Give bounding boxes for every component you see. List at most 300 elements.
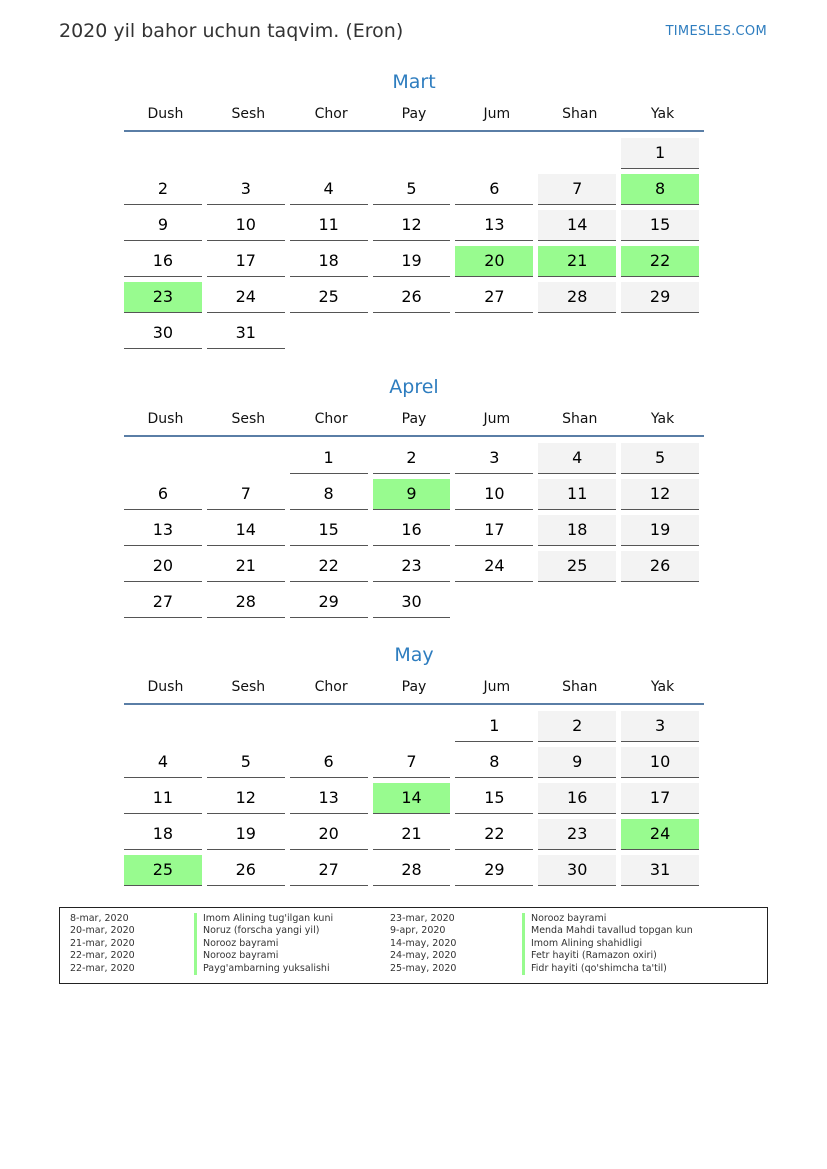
legend-date: 14-may, 2020 [390,937,457,949]
day-number: 31 [621,855,699,886]
weekday-label: Shan [562,679,598,695]
day-number: 16 [538,783,616,814]
day-number: 10 [621,747,699,778]
day-cell [538,208,621,244]
legend-left-dates [70,913,135,975]
day-cell [290,745,373,781]
day-number: 7 [538,174,616,205]
week-row [124,745,704,781]
day-cell [455,781,538,817]
week-row [124,709,704,745]
month-grid [124,136,704,352]
month-grid [124,709,704,889]
day-cell [124,817,207,853]
day-cell [290,172,373,208]
day-number: 29 [455,855,533,886]
day-cell [124,781,207,817]
day-cell [207,280,290,316]
day-cell [455,549,538,585]
day-cell [373,513,456,549]
day-number [207,138,285,168]
weekday-label: Yak [650,106,675,122]
day-cell [124,316,207,352]
legend-name: Imom Alining tug'ilgan kuni [194,913,333,925]
day-number: 23 [124,282,202,313]
weekday-label: Dush [147,411,184,427]
week-row [124,477,704,513]
day-number: 11 [538,479,616,510]
day-number: 14 [538,210,616,241]
legend-date: 23-mar, 2020 [390,913,455,924]
day-number: 5 [621,443,699,474]
day-cell [124,208,207,244]
day-number: 21 [538,246,616,277]
weekday-label: Dush [147,679,184,695]
day-number: 13 [290,783,368,814]
day-number: 12 [621,479,699,510]
day-number: 1 [621,138,699,169]
day-number [124,443,202,473]
day-number: 28 [538,282,616,313]
day-cell [124,853,207,889]
day-number: 1 [455,711,533,742]
weekday-label: Yak [650,679,675,695]
day-cell [290,781,373,817]
day-number: 9 [538,747,616,778]
day-cell [373,709,456,745]
day-number [290,318,368,348]
month-mart [124,70,704,352]
legend-date: 9-apr, 2020 [390,925,446,937]
day-number: 15 [290,515,368,546]
day-cell [455,208,538,244]
day-number: 11 [124,783,202,814]
day-number [621,587,699,617]
week-row [124,549,704,585]
day-cell [538,136,621,172]
day-cell [621,244,704,280]
legend-name: Noruz (forscha yangi yil) [194,925,333,937]
day-number: 19 [207,819,285,850]
day-number [373,711,451,741]
day-number: 18 [124,819,202,850]
day-number: 10 [455,479,533,510]
week-row [124,585,704,621]
weekday-label: Pay [401,411,427,427]
week-row [124,441,704,477]
day-number: 22 [290,551,368,582]
week-row [124,513,704,549]
legend-date: 25-may, 2020 [390,962,457,974]
day-cell [290,585,373,621]
day-cell [621,817,704,853]
weekday-label: Jum [483,679,511,695]
day-cell [290,136,373,172]
weekday-label: Jum [483,106,511,122]
day-cell [455,280,538,316]
day-cell [290,853,373,889]
day-cell [124,585,207,621]
day-cell [207,853,290,889]
weekday-label: Dush [147,106,184,122]
legend-right-dates [390,913,456,975]
day-cell [373,853,456,889]
month-title: May [394,644,434,666]
day-number: 14 [373,783,451,814]
day-cell [538,709,621,745]
day-cell [455,477,538,513]
weekday-label: Shan [562,106,598,122]
day-number [373,318,451,348]
day-cell [538,244,621,280]
day-number: 6 [124,479,202,510]
day-cell [538,477,621,513]
day-number: 27 [290,855,368,886]
day-cell [373,585,456,621]
page-title: 2020 yil bahor uchun taqvim. (Eron) [59,20,404,42]
day-cell [621,441,704,477]
day-number: 13 [124,515,202,546]
day-number: 27 [124,587,202,618]
day-number: 26 [373,282,451,313]
day-cell [621,745,704,781]
day-number: 9 [373,479,451,510]
month-title: Aprel [389,376,439,398]
day-number: 18 [290,246,368,277]
day-number: 28 [373,855,451,886]
day-number: 29 [621,282,699,313]
day-number: 19 [621,515,699,546]
day-cell [124,745,207,781]
day-number: 3 [455,443,533,474]
day-number: 11 [290,210,368,241]
day-number: 26 [207,855,285,886]
legend-date: 20-mar, 2020 [70,925,135,937]
day-cell [207,316,290,352]
day-cell [124,477,207,513]
day-cell [621,136,704,172]
day-number [124,711,202,741]
day-number: 31 [207,318,285,349]
day-number: 30 [373,587,451,618]
day-number: 13 [455,210,533,241]
day-cell [290,709,373,745]
day-number: 24 [455,551,533,582]
day-number: 24 [207,282,285,313]
day-cell [538,441,621,477]
day-cell [124,136,207,172]
legend-date: 21-mar, 2020 [70,937,135,949]
day-number: 10 [207,210,285,241]
day-cell [207,477,290,513]
day-cell [621,853,704,889]
day-number [290,711,368,741]
day-cell [621,585,704,621]
day-cell [538,513,621,549]
day-cell [455,316,538,352]
month-may [124,643,704,889]
day-cell [621,477,704,513]
day-cell [538,781,621,817]
weekday-label: Chor [314,106,348,122]
day-cell [207,136,290,172]
legend-name: Imom Alining shahidligi [522,938,693,950]
day-cell [373,244,456,280]
legend-name: Norooz bayrami [194,950,333,962]
day-cell [207,781,290,817]
day-number [207,443,285,473]
weekday-label: Sesh [231,679,266,695]
day-cell [455,136,538,172]
day-number: 28 [207,587,285,618]
day-number: 18 [538,515,616,546]
day-number: 2 [124,174,202,205]
day-cell [124,441,207,477]
day-cell [207,709,290,745]
day-number [621,318,699,348]
day-number: 6 [455,174,533,205]
day-cell [621,208,704,244]
day-cell [207,244,290,280]
day-number [373,138,451,168]
legend-date: 22-mar, 2020 [70,962,135,974]
day-cell [538,745,621,781]
day-cell [621,280,704,316]
weekday-header [124,411,704,437]
day-cell [538,853,621,889]
day-cell [538,280,621,316]
day-number: 16 [373,515,451,546]
weekday-label: Yak [650,411,675,427]
day-cell [455,172,538,208]
day-cell [538,316,621,352]
day-number: 25 [290,282,368,313]
day-number: 17 [455,515,533,546]
day-number: 4 [290,174,368,205]
day-cell [538,585,621,621]
day-cell [290,513,373,549]
weekday-label: Jum [483,411,511,427]
day-number: 9 [124,210,202,241]
day-cell [455,709,538,745]
day-number: 1 [290,443,368,474]
day-number: 20 [455,246,533,277]
day-cell [538,817,621,853]
legend-date: 22-mar, 2020 [70,950,135,962]
week-row [124,244,704,280]
month-aprel [124,375,704,621]
day-number: 2 [373,443,451,474]
day-number: 3 [207,174,285,205]
day-cell [290,316,373,352]
day-cell [455,853,538,889]
day-cell [621,513,704,549]
day-cell [290,244,373,280]
day-cell [290,477,373,513]
day-number [124,138,202,168]
day-number: 4 [124,747,202,778]
day-cell [373,781,456,817]
day-number: 25 [538,551,616,582]
weekday-label: Shan [562,411,598,427]
day-cell [621,549,704,585]
day-cell [373,208,456,244]
day-cell [290,549,373,585]
day-number: 23 [538,819,616,850]
day-number: 26 [621,551,699,582]
day-number [538,318,616,348]
day-cell [290,441,373,477]
week-row [124,316,704,352]
weekday-header [124,679,704,705]
day-number: 14 [207,515,285,546]
day-number: 12 [207,783,285,814]
day-number: 29 [290,587,368,618]
day-cell [124,244,207,280]
day-cell [373,817,456,853]
week-row [124,136,704,172]
day-cell [621,316,704,352]
day-cell [373,549,456,585]
weekday-label: Pay [401,679,427,695]
day-cell [455,817,538,853]
week-row [124,817,704,853]
week-row [124,280,704,316]
day-number: 22 [455,819,533,850]
day-cell [290,280,373,316]
day-number [538,138,616,168]
day-cell [621,172,704,208]
day-cell [207,172,290,208]
day-cell [373,172,456,208]
weekday-label: Chor [314,411,348,427]
day-cell [455,745,538,781]
weekday-header [124,106,704,132]
legend-name: Norooz bayrami [522,913,693,925]
day-number: 17 [207,246,285,277]
legend-right-names [522,913,693,975]
day-number [207,711,285,741]
day-number [538,587,616,617]
legend-name: Payg'ambarning yuksalishi [194,963,333,975]
day-number: 5 [373,174,451,205]
day-number: 16 [124,246,202,277]
day-number: 17 [621,783,699,814]
day-number: 7 [207,479,285,510]
weekday-label: Chor [314,679,348,695]
day-cell [124,709,207,745]
day-cell [621,781,704,817]
legend-date: 8-mar, 2020 [70,913,129,924]
day-cell [290,208,373,244]
day-cell [621,709,704,745]
legend-name: Menda Mahdi tavallud topgan kun [522,925,693,937]
day-number: 6 [290,747,368,778]
day-number: 5 [207,747,285,778]
day-number [290,138,368,168]
holiday-legend [59,907,768,984]
day-number: 8 [290,479,368,510]
legend-name: Norooz bayrami [194,938,333,950]
brand-link[interactable]: TIMESLES.COM [665,24,767,39]
week-row [124,172,704,208]
day-cell [290,817,373,853]
day-number: 8 [455,747,533,778]
day-cell [455,585,538,621]
day-cell [455,513,538,549]
day-cell [124,280,207,316]
day-cell [538,549,621,585]
day-number: 19 [373,246,451,277]
day-number: 3 [621,711,699,742]
day-number [455,138,533,168]
day-cell [124,172,207,208]
day-number: 25 [124,855,202,886]
day-cell [207,745,290,781]
day-number: 21 [207,551,285,582]
day-number: 21 [373,819,451,850]
legend-date: 24-may, 2020 [390,950,457,962]
day-cell [124,513,207,549]
day-cell [455,244,538,280]
day-cell [124,549,207,585]
day-number: 12 [373,210,451,241]
week-row [124,208,704,244]
day-number: 2 [538,711,616,742]
legend-name: Fetr hayiti (Ramazon oxiri) [522,950,693,962]
day-number: 15 [455,783,533,814]
day-number [455,587,533,617]
day-cell [207,441,290,477]
day-cell [207,549,290,585]
day-number: 27 [455,282,533,313]
week-row [124,781,704,817]
day-number: 23 [373,551,451,582]
day-number: 20 [124,551,202,582]
legend-left-names [194,913,333,975]
day-cell [373,136,456,172]
day-number: 20 [290,819,368,850]
day-cell [207,208,290,244]
month-grid [124,441,704,621]
day-cell [373,745,456,781]
week-row [124,853,704,889]
weekday-label: Sesh [231,106,266,122]
day-number: 8 [621,174,699,205]
legend-name: Fidr hayiti (qo'shimcha ta'til) [522,963,693,975]
day-number: 24 [621,819,699,850]
day-cell [207,817,290,853]
day-number: 7 [373,747,451,778]
weekday-label: Pay [401,106,427,122]
month-title: Mart [392,71,436,93]
day-cell [207,513,290,549]
day-number: 30 [538,855,616,886]
weekday-label: Sesh [231,411,266,427]
day-number: 30 [124,318,202,349]
day-number: 4 [538,443,616,474]
day-cell [538,172,621,208]
day-cell [373,280,456,316]
day-cell [373,316,456,352]
day-cell [455,441,538,477]
day-number [455,318,533,348]
day-number: 22 [621,246,699,277]
day-cell [207,585,290,621]
day-cell [373,441,456,477]
day-cell [373,477,456,513]
day-number: 15 [621,210,699,241]
